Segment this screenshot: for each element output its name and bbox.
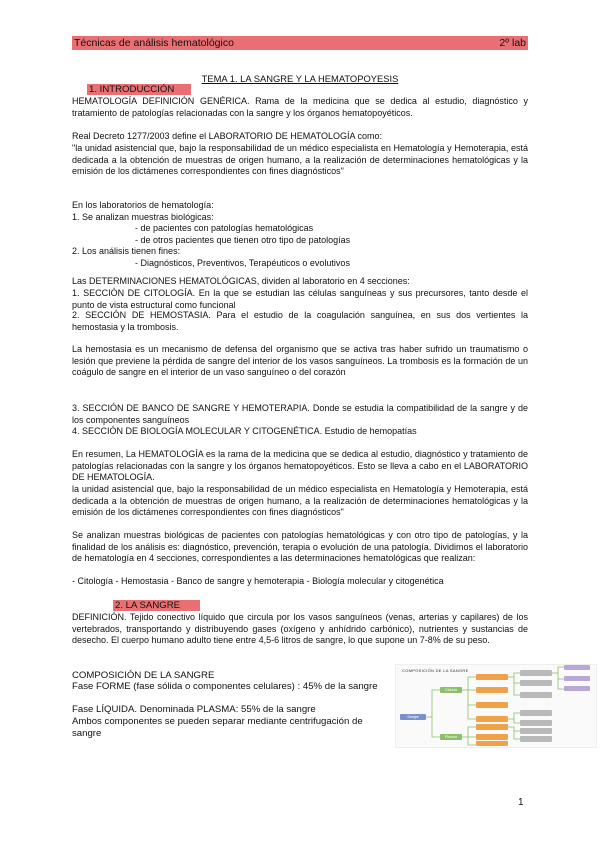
- paragraph-definicion-sangre: DEFINICIÓN. Tejido conectivo líquido que circula por los vasos sanguíneos (venas, arterias y capilares) de los vertebrados, transportando y distribuyendo gases (oxígeno y anhídrido carbónico), nutrientes y sustancias de desecho. El cuerpo humano adulto tiene entre 4,5-6 litros de sangre, lo que supone un 7-8% de su peso.: [72, 612, 528, 646]
- diagram-node: [476, 741, 508, 746]
- diagram-node: [476, 716, 508, 722]
- diagram-node: [476, 687, 508, 693]
- diagram-node: [476, 674, 508, 680]
- header-level: 2º lab: [499, 37, 526, 49]
- diagram-node: [520, 728, 552, 734]
- page-header: [72, 36, 528, 50]
- diagram-node-celulas: Células: [440, 687, 462, 693]
- composicion-centrifugacion: Ambos componentes se pueden separar mediante centrifugación de sangre: [72, 716, 363, 739]
- section-hemostasia: 2. SECCIÓN DE HEMOSTASIA. Para el estudio de la coagulación sanguínea, en sus dos vertientes la hemostasia y la trombosis.: [72, 310, 528, 332]
- paragraph-real-decreto: Real Decreto 1277/2003 define el LABORATORIO DE HEMATOLOGÍA como:: [72, 131, 382, 141]
- lab-list-intro: En los laboratorios de hematología:: [72, 200, 214, 210]
- composicion-title: COMPOSICIÓN DE LA SANGRE: [72, 670, 215, 681]
- paragraph-resumen-muestras: Se analizan muestras biológicas de pacientes con patologías hematológicas y con otro tipo de patologías, y la finalidad de los análisis es: diagnóstico, prevención, terapia o evolución de una patología. Dividimos el laboratorio de hematología en 4 secciones, correspondientes a las determinaciones hematológicas que realizan:: [72, 530, 528, 564]
- diagram-node: [564, 686, 590, 691]
- diagram-node: [564, 676, 590, 681]
- section-heading-la-sangre: 2. LA SANGRE: [113, 600, 200, 611]
- section-citologia: 1. SECCIÓN DE CITOLOGÍA. En la que se estudian las células sanguíneas y sus precursores, tanto desde el punto de vista estructural como funcional: [72, 288, 528, 310]
- paragraph-quote-laboratorio: "la unidad asistencial que, bajo la responsabilidad de un médico especialista en Hematología y Hemoterapia, está dedicada a la obtención de muestras de origen humano, a la realización de determinaciones hematológicas y la emisión de los dictámenes correspondientes con fines diagnósticos": [72, 143, 528, 177]
- page-title: TEMA 1. LA SANGRE Y LA HEMATOPOYESIS: [201, 73, 399, 84]
- composicion-fase-liquida: Fase LÍQUIDA. Denominada PLASMA: 55% de la sangre: [72, 704, 316, 715]
- paragraph-hematologia-definicion: HEMATOLOGÍA DEFINICIÓN GENÉRICA. Rama de la medicina que se dedica al estudio, diagnóstico y tratamiento de patologías relacionadas con la sangre y los órganos hematopoyéticos.: [72, 96, 528, 118]
- diagram-node: [476, 702, 508, 708]
- diagram-node: [520, 720, 552, 726]
- lab-list-item: 2. Los análisis tienen fines:: [72, 246, 181, 257]
- composicion-fase-forme: Fase FORME (fase sólida o componentes celulares) : 45% de la sangre: [72, 681, 378, 692]
- page-number: 1: [518, 797, 524, 808]
- lab-list-subitem: - de otros pacientes que tienen otro tipo de patologías: [135, 234, 351, 245]
- paragraph-resumen-secciones: - Citología - Hemostasia - Banco de sangre y hemoterapia - Biología molecular y citogenética: [72, 576, 444, 586]
- diagram-node: [520, 736, 552, 742]
- diagram-node: [476, 724, 508, 730]
- diagram-node-sangre: Sangre: [400, 714, 426, 720]
- lab-list-subitem: - Diagnósticos, Preventivos, Terapéuticos o evolutivos: [135, 257, 350, 268]
- paragraph-resumen: En resumen, La HEMATOLOGÍA es la rama de la medicina que se dedica al estudio, diagnóstico y tratamiento de patologías relacionadas con la sangre y los órganos hematopoyéticos. Esto se lleva a cabo en el LABORATORIO DE HEMATOLOGÍA.: [72, 449, 528, 483]
- header-course: Técnicas de análisis hematológico: [74, 37, 234, 49]
- diagram-node-plasma: Plasma: [440, 734, 462, 740]
- diagram-node: [564, 665, 590, 670]
- lab-list-subitem: - de pacientes con patologías hematológicas: [135, 223, 314, 234]
- lab-list: [72, 200, 528, 270]
- section-biologia-molecular: 4. SECCIÓN DE BIOLOGÍA MOLECULAR Y CITOGENÉTICA. Estudio de hemopatías: [72, 426, 417, 436]
- lab-list-item: 1. Se analizan muestras biológicas:: [72, 211, 214, 222]
- paragraph-resumen-quote: la unidad asistencial que, bajo la responsabilidad de un médico especialista en Hematología y Hemoterapia, está dedicada a la obtención de muestras de origen humano, a la realización de determinaciones hematológicas y la emisión de los dictámenes correspondientes con fines diagnósticos": [72, 484, 528, 518]
- diagram-title: COMPOSICIÓN DE LA SANGRE: [402, 668, 469, 673]
- section-banco-sangre: 3. SECCIÓN DE BANCO DE SANGRE Y HEMOTERAPIA. Donde se estudia la compatibilidad de la sangre y de los componentes sanguíneos: [72, 403, 528, 425]
- diagram-node: [520, 680, 552, 686]
- diagram-node: [520, 670, 552, 676]
- blood-composition-diagram: [395, 664, 597, 748]
- diagram-node: [476, 734, 508, 740]
- diagram-node: [520, 710, 552, 716]
- diagram-node: [520, 692, 552, 698]
- section-heading-introduccion: 1. INTRODUCCIÓN: [87, 84, 191, 95]
- paragraph-determinaciones: Las DETERMINACIONES HEMATOLÓGICAS, dividen al laboratorio en 4 secciones:: [72, 276, 410, 286]
- paragraph-hemostasia: La hemostasia es un mecanismo de defensa del organismo que se activa tras haber sufrido un traumatismo o lesión que previene la pérdida de sangre del interior de los vasos sanguíneos. La trombosis es la formación de un coágulo de sangre en el interior de un vaso sanguíneo o del corazón: [72, 344, 528, 378]
